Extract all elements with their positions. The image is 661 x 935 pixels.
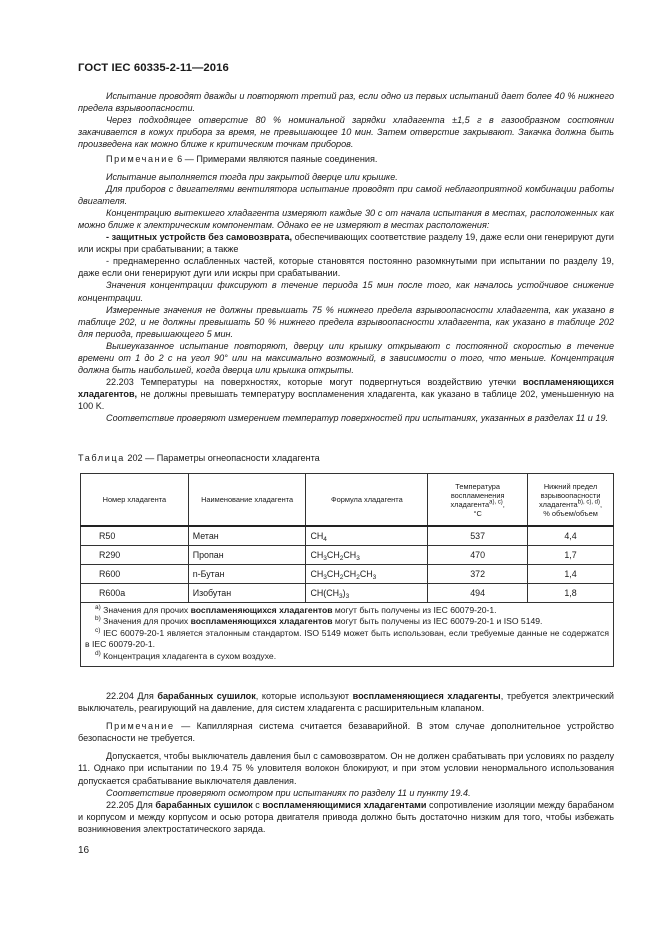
- header-text: Нижний предел взрывоопасности хладагента: [538, 481, 601, 509]
- formula-part: CH(CH: [310, 588, 340, 598]
- cell-lel: 4,4: [528, 526, 614, 546]
- bold-term: воспламеняющихся хладагентов: [190, 605, 333, 615]
- bold-term: - защитных устройств без самовозврата,: [106, 232, 293, 243]
- page-number: 16: [78, 845, 90, 856]
- table-note-b: [85, 616, 609, 627]
- table-row: [81, 584, 614, 603]
- body-text-top: [78, 90, 614, 425]
- cell-formula: [306, 584, 428, 603]
- formula-part: CH: [326, 569, 340, 579]
- document-header: ГОСТ IEC 60335-2-11—2016: [78, 62, 229, 74]
- formula-subscript: 2: [339, 574, 344, 581]
- clause-text: 22.205 Для: [106, 799, 156, 810]
- header-unit: °C: [473, 508, 482, 518]
- clause-text: с: [252, 799, 263, 810]
- cell-temp: 494: [428, 584, 528, 603]
- paragraph: Допускается, чтобы выключатель давления был с самовозвратом. Он не должен срабатывать при условиях по разделу 11. Однако при испытании по 19.4 75 % уловителя волокон блокируют, и при этом условии ненормального использования допускается срабатывание выключателя давления.: [78, 751, 614, 786]
- paragraph: Через подходящее отверстие 80 % номинальной зарядки хладагента ±1,5 г в газообразном состоянии закачивается в кожух прибора за время, не превышающее 10 мин. Затем отверстие закрывают. Закачка должна быть произведена как можно ближе к критическим точкам приборов.: [78, 115, 614, 150]
- list-item: - преднамеренно ослабленных частей, которые становятся постоянно разомкнутыми при испытании по разделу 19, даже если они генерируют дуги или искры при срабатывании.: [78, 256, 614, 279]
- formula-part: CH: [310, 569, 324, 579]
- note-text: могут быть получены из IEC 60079-20-1 и ISO 5149.: [332, 616, 543, 627]
- paragraph: Соответствие проверяют измерением температур поверхностей при испытаниях, указанных в разделах 11 и 19.: [106, 413, 609, 424]
- cell-temp: 470: [428, 546, 528, 565]
- body-text-bottom: [78, 690, 614, 835]
- cell-lel: 1,7: [528, 546, 614, 565]
- list-item: [78, 231, 614, 255]
- table-note-d: [85, 651, 609, 662]
- bold-term: воспламеняющиеся хладагенты: [352, 691, 501, 701]
- table-note-c: [85, 628, 609, 651]
- footnote-ref: a), c): [489, 499, 503, 506]
- cell-formula: [306, 565, 428, 584]
- table-note-a: [85, 605, 609, 616]
- paragraph: Испытание выполняется тогда при закрытой дверце или крышке.: [106, 171, 398, 182]
- header-number: Номер хладагента: [81, 474, 189, 527]
- formula-subscript: 3: [372, 574, 377, 581]
- refrigerant-table: [80, 473, 614, 603]
- note-label: Примечание: [106, 154, 175, 165]
- formula-part: CH: [326, 550, 340, 560]
- formula-subscript: 3: [356, 555, 360, 562]
- cell-temp: 372: [428, 565, 528, 584]
- formula-part: CH: [310, 531, 324, 541]
- cell-number: R600: [81, 565, 189, 584]
- footnote-mark: c): [95, 626, 101, 634]
- formula-part: CH: [359, 569, 373, 579]
- header-formula: Формула хладагента: [306, 474, 428, 527]
- cell-number: R600a: [81, 584, 189, 603]
- formula-subscript: 3: [345, 593, 350, 600]
- clause-text: , требуется электрический выключатель, реагирующий на давление, для систем хладагента с расширительным клапаном.: [78, 691, 614, 714]
- header-text: Температура воспламенения хладагента: [450, 481, 505, 509]
- header-ignition-temp: Температура воспламенения хладагента$^{a), c)}$, °C: [428, 474, 528, 527]
- formula-part: CH: [310, 550, 324, 560]
- paragraph: Значения концентрации фиксируют в течение периода 15 мин после того, как началось устойчивое снижение концентрации.: [78, 280, 614, 303]
- note-text: могут быть получены из IEC 60079-20-1.: [332, 605, 497, 615]
- table-caption: [78, 453, 320, 463]
- clause-text: , которые используют: [255, 691, 353, 701]
- formula-subscript: 4: [323, 536, 327, 543]
- clause-22-205: [78, 799, 614, 835]
- clause-text: 22.204 Для: [106, 691, 158, 701]
- clause-22-203: [78, 376, 614, 412]
- note-text: — Капиллярная система считается безаварийной. В этом случае дополнительное устройство безопасности не требуется.: [78, 721, 614, 744]
- cell-number: R50: [81, 526, 189, 546]
- cell-formula: [306, 526, 428, 546]
- cell-temp: 537: [428, 526, 528, 546]
- cell-name: Метан: [188, 526, 306, 546]
- clause-text: сопротивление изоляции между барабаном и корпусом и между корпусом и осью ротора двигателя привода должно быть достаточно низким для того, чтобы избежать возникновения электростатического заряда.: [78, 799, 614, 834]
- formula-subscript: 3: [323, 574, 327, 581]
- clause-text: 22.203 Температуры на поверхностях, которые могут подвергнуться воздействию утечки: [106, 377, 523, 388]
- note-label: Примечание: [106, 721, 175, 732]
- header-name: Наименование хладагента: [188, 474, 306, 527]
- bold-term: барабанных сушилок: [157, 691, 256, 701]
- header-lel: Нижний предел взрывоопасности хладагента$^{b), c), d)}$, % объем/объем: [528, 474, 614, 527]
- table-row: [81, 546, 614, 565]
- header-unit: % объем/объем: [543, 508, 598, 518]
- table-caption-label: Таблица: [78, 453, 125, 463]
- note-6: [78, 153, 614, 165]
- table-header-row: [81, 474, 614, 527]
- cell-lel: 1,4: [528, 565, 614, 584]
- cell-lel: 1,8: [528, 584, 614, 603]
- formula-subscript: 2: [339, 555, 344, 562]
- list-item-text: обеспечивающих соответствие разделу 19, даже если они генерируют дуги или искры при срабатывании; а также: [78, 232, 614, 255]
- cell-name: Пропан: [188, 546, 306, 565]
- note-text: IEC 60079-20-1 является эталонным стандартом. ISO 5149 может быть использован, если требуемые данные не содержатся в IEC 60079-20-1.: [85, 627, 609, 650]
- footnote-mark: b): [95, 615, 101, 623]
- paragraph: Для приборов с двигателями вентилятора испытание проводят при самой неблагоприятной комбинации работы двигателя.: [78, 183, 614, 206]
- note: [78, 720, 614, 744]
- bold-term: воспламеняющимися хладагентами: [262, 799, 427, 810]
- note-text: Концентрация хладагента в сухом воздухе.: [100, 650, 277, 661]
- clause-22-204: [78, 690, 614, 714]
- cell-name: n-Бутан: [188, 565, 306, 584]
- bold-term: барабанных сушилок: [155, 799, 253, 810]
- paragraph: Соответствие проверяют осмотром при испытаниях по разделу 11 и пункту 19.4.: [106, 787, 471, 798]
- paragraph: Вышеуказанное испытание повторяют, дверцу или крышку открывают с постоянной скоростью в течение времени от 1 до 2 с на угол 90° или на максимально возможный, в зависимости о того, что меньше. Концентрация должна быть наибольшей, когда дверца или крышка открыты.: [78, 340, 614, 376]
- bold-term: воспламеняющихся хладагентов,: [78, 377, 614, 400]
- footnote-mark: a): [95, 604, 101, 612]
- cell-name: Изобутан: [188, 584, 306, 603]
- cell-number: R290: [81, 546, 189, 565]
- formula-subscript: 2: [356, 574, 360, 581]
- table-caption-text: 202 — Параметры огнеопасности хладагента: [124, 453, 320, 463]
- paragraph: Измеренные значения не должны превышать 75 % нижнего предела взрывоопасности хладагента, как указано в таблице 202, и не должны превышать 50 % нижнего предела взрывоопасности хладагента, как указано в таблице 202 для периода, превышающего 5 мин.: [78, 304, 614, 339]
- formula-part: ): [342, 588, 346, 598]
- cell-formula: [306, 546, 428, 565]
- bold-term: воспламеняющихся хладагентов: [190, 616, 333, 627]
- formula-part: CH: [343, 550, 357, 560]
- note-text: 6 — Примерами являются паяные соединения.: [174, 154, 378, 165]
- formula-subscript: 3: [339, 593, 343, 600]
- table-row: [81, 526, 614, 546]
- table-notes: [80, 603, 614, 667]
- clause-text: не должны превышать температуру воспламенения хладагента, как указано в таблице 202, уменьшенную на 100 K.: [78, 389, 614, 412]
- paragraph: Концентрацию вытекшего хладагента измеряют каждые 30 с от начала испытания в местах, расположенных как можно ближе к электрическим компонентам. Однако ее не измеряют в местах расположения:: [78, 207, 614, 230]
- note-text: Значения для прочих: [100, 605, 191, 615]
- formula-subscript: 3: [323, 555, 327, 562]
- formula-part: CH: [343, 569, 357, 579]
- paragraph: Испытание проводят дважды и повторяют третий раз, если одно из первых испытаний дает более 40 % нижнего предела взрывоопасности.: [78, 91, 614, 114]
- note-text: Значения для прочих: [100, 616, 191, 627]
- table-row: [81, 565, 614, 584]
- footnote-ref: b), c), d): [577, 499, 601, 506]
- footnote-mark: d): [95, 649, 101, 657]
